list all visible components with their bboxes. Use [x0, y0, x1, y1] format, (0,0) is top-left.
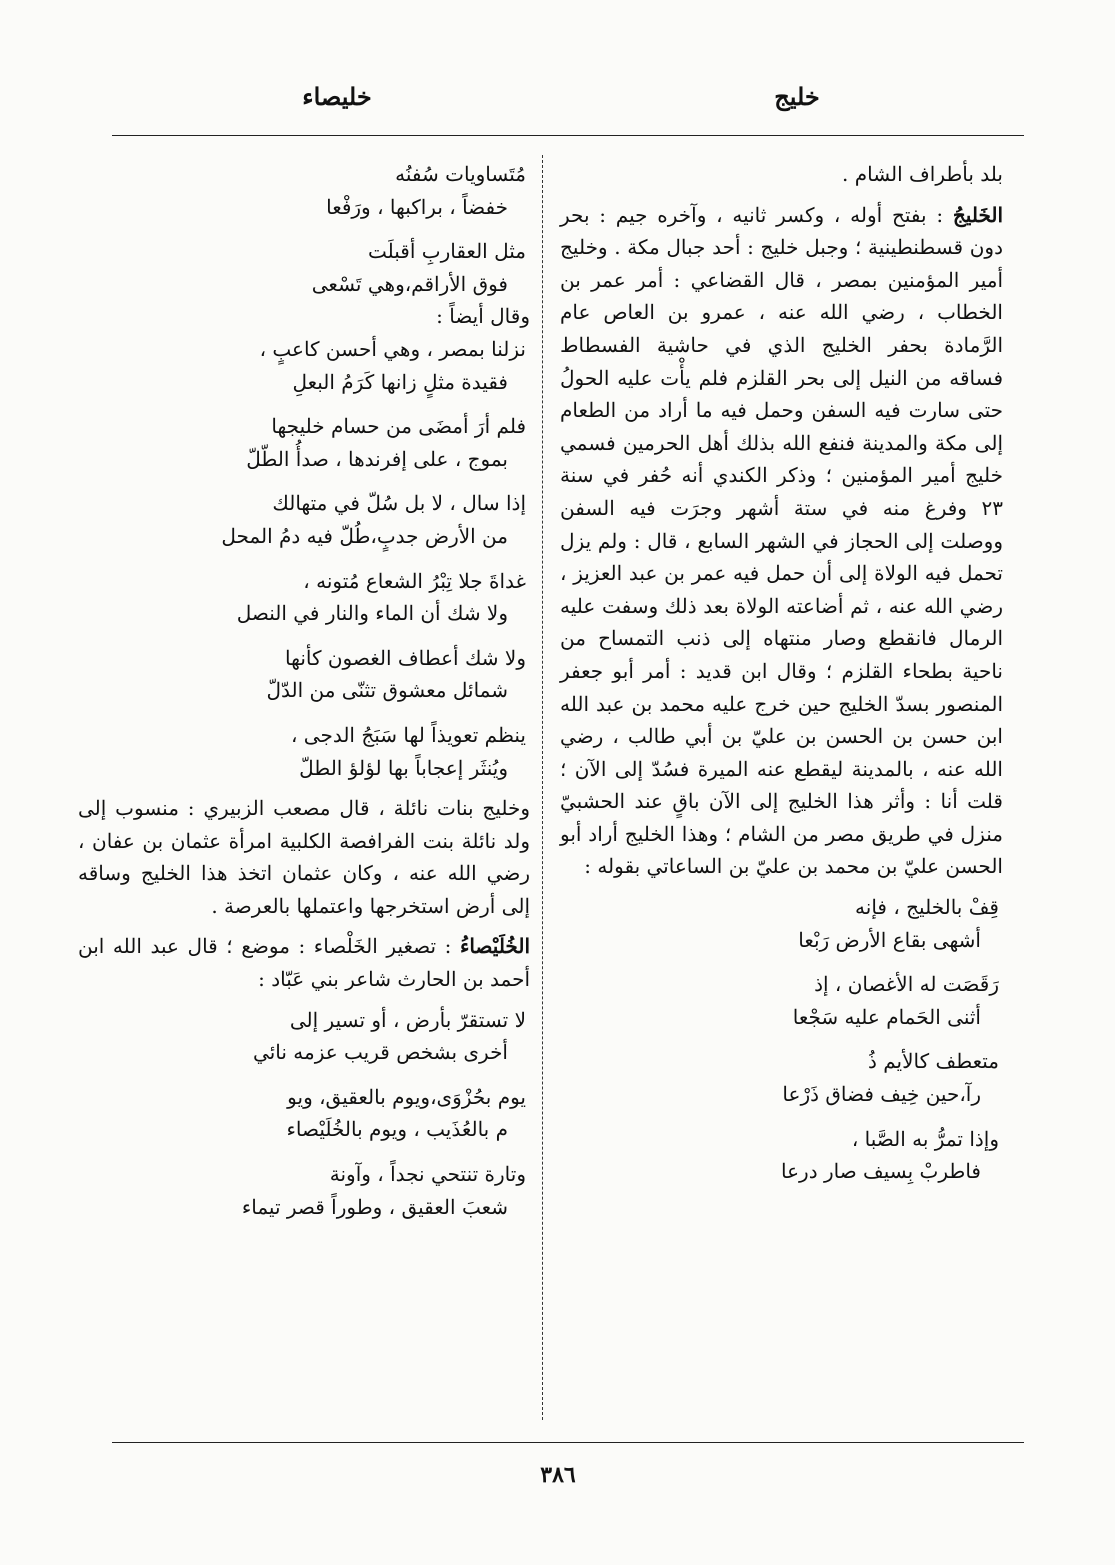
verse	[78, 1158, 530, 1223]
verse	[560, 968, 1003, 1033]
verse-line: م بالعُذَيب ، ويوم بالخُلَيْصاء	[286, 1117, 508, 1142]
verse-line: فقيدة مثلٍ زانها كَرَمُ البعلِ	[292, 369, 508, 394]
poem-intro: وقال أيضاً :	[436, 304, 530, 329]
verse	[560, 1123, 1003, 1188]
entry-body: : بفتح أوله ، وكسر ثانيه ، وآخره جيم : بحر دون قسطنطينية ؛ وجبل خليج : أحد جبال مكة . وخليج أمير المؤمنين بمصر ، قال القضاعي : أمر عمر بن الخطاب ، رضي الله عنه ، عمرو بن العاص عام الرَّمادة بحفر الخليج الذي في حاشية الفسطاط فساقه من النيل إلى بحر القلزم فلم يأْت عليه الحولُ حتى سارت فيه السفن وحمل فيه ما أراد من الطعام إلى مكة والمدينة فنفع الله بذلك أهل الحرمين فسمي خليج أمير المؤمنين ؛ وذكر الكندي أنه حُفر في سنة ٢٣ وفرغ منه في ستة أشهر وجرَت فيه السفن ووصلت إلى الحجاز في الشهر السابع ، قال : ولم يزل تحمل فيه الولاة إلى أن حمل فيه عمر بن عبد العزيز ، رضي الله عنه ، ثم أضاعته الولاة بعد ذلك وسفت عليه الرمال فانقطع وصار منتهاه إلى ذنب التمساح من ناحية بطحاء القلزم ؛ وقال ابن قديد : أمر أبو جعفر المنصور بسدّ الخليج حين خرج عليه محمد بن عبد الله ابن حسن بن الحسن بن عليّ بن أبي طالب ، رضي الله عنه ، بالمدينة ليقطع عنه الميرة فسُدّ إلى الآن ؛ قلت أنا : وأثر هذا الخليج إلى الآن باقٍ عند الحشبيّ منزل في طريق مصر من الشام ؛ وهذا الخليج أراد أبو الحسن عليّ بن محمد بن عليّ بن الساعاتي بقوله :	[560, 202, 1004, 879]
verse-line: مُتَساويات سُفنُه	[395, 162, 526, 186]
verse-line: مثل العقاربِ أقبلَت	[367, 239, 526, 264]
entry-headword: الخَليجُ	[952, 202, 1004, 227]
verse-line: ويُنثَر إعجاباً بها لؤلؤ الطلّ	[299, 755, 508, 780]
intro-line: بلد بأطراف الشام .	[842, 162, 1003, 186]
left-column	[78, 158, 530, 1223]
footer-rule	[112, 1442, 1024, 1443]
verse-line: ينظم تعويذاً لها سَبَجُ الدجى ،	[290, 722, 526, 747]
verse-line: شعبَ العقيق ، وطوراً قصر تيماء	[241, 1194, 508, 1219]
verse-line: أشهى بقاع الأرض رَبْعا	[798, 927, 981, 952]
column-divider	[542, 155, 543, 1420]
verse	[78, 333, 530, 398]
verse-line: ولا شك أن الماء والنار في النصل	[236, 601, 508, 626]
running-header-left: خليصاء	[302, 82, 372, 111]
verse-line: فاطربْ بِسيف صار درعا	[781, 1159, 981, 1184]
running-header-right: خليج	[774, 82, 820, 111]
verse	[78, 565, 530, 630]
verse-line: متعطف كالأيم ذُ	[867, 1049, 999, 1074]
verse-line: فلم أرَ أمضَى من حسام خليجها	[271, 414, 526, 439]
verse	[78, 158, 530, 223]
header-rule	[112, 135, 1024, 136]
verse	[560, 891, 1003, 956]
page-number: ٣٨٦	[540, 1462, 576, 1488]
verse-line: نزلنا بمصر ، وهي أحسن كاعبٍ ،	[259, 336, 526, 361]
verse-line: فوق الأراقم،وهي تَسْعى	[311, 271, 508, 296]
paragraph-banat-naila: وخليج بنات نائلة ، قال مصعب الزبيري : منسوب إلى ولد نائلة بنت الفرافصة الكلبية امرأة عثمان بن عفان ، رضي الله عنه ، وكان عثمان اتخذ هذا الخليج وساقه إلى أرض استخرجها واعتملها بالعرصة .	[78, 796, 530, 918]
verse	[78, 235, 530, 300]
verse-line: وتارة تنتحي نجداً ، وآونة	[329, 1162, 526, 1187]
verse	[78, 1081, 530, 1146]
verse	[78, 410, 530, 475]
verse	[78, 719, 530, 784]
verse-line: أخرى بشخص قريب عزمه نائي	[253, 1040, 508, 1065]
right-column	[560, 158, 1003, 1188]
verse-line: من الأرض جدبٍ،طُلّ فيه دمُ المحل	[221, 523, 508, 548]
verse-line: شمائل معشوق تثنّى من الدّلّ	[266, 678, 508, 703]
verse	[78, 1004, 530, 1069]
verse-line: ولا شك أعطاف الغصون كأنها	[285, 645, 526, 670]
verse-line: بموج ، على إفرندها ، صدأُ الطّلّ	[246, 446, 508, 471]
verse-line: وإذا تمرُّ به الصَّبا ،	[851, 1126, 999, 1151]
entry-khalij	[560, 199, 1003, 883]
entry-headword: الخُلَيْصاءُ	[459, 934, 530, 959]
verse-line: أثنى الحَمام عليه سَجْعا	[792, 1004, 981, 1029]
verse-line: قِفْ بالخليج ، فإنه	[855, 895, 999, 920]
entry-khulaysa	[78, 930, 530, 995]
verse-line: يوم بحُزْوَى،ويوم بالعقيق، ويو	[287, 1084, 526, 1109]
verse	[78, 642, 530, 707]
verse	[78, 487, 530, 552]
verse-line: إذا سال ، لا بل سُلّ في متهالك	[272, 491, 526, 516]
verse-line: لا تستقرّ بأرض ، أو تسير إلى	[289, 1007, 526, 1032]
entry-body: : تصغير الخَلْصاء : موضع ؛ قال عبد الله ابن أحمد بن الحارث شاعر بني عَبّاد :	[78, 934, 530, 992]
verse-line: غداةَ جلا تِبْرُ الشعاع مُتونه ،	[303, 568, 526, 593]
verse-line: رآ،حين خِيف فضاق ذَرْعا	[782, 1082, 981, 1107]
verse	[560, 1045, 1003, 1110]
verse-line: رَقَصَت له الأغصان ، إذ	[814, 972, 999, 997]
verse-line: خفضاً ، براكبها ، ورَفْعا	[326, 194, 508, 219]
